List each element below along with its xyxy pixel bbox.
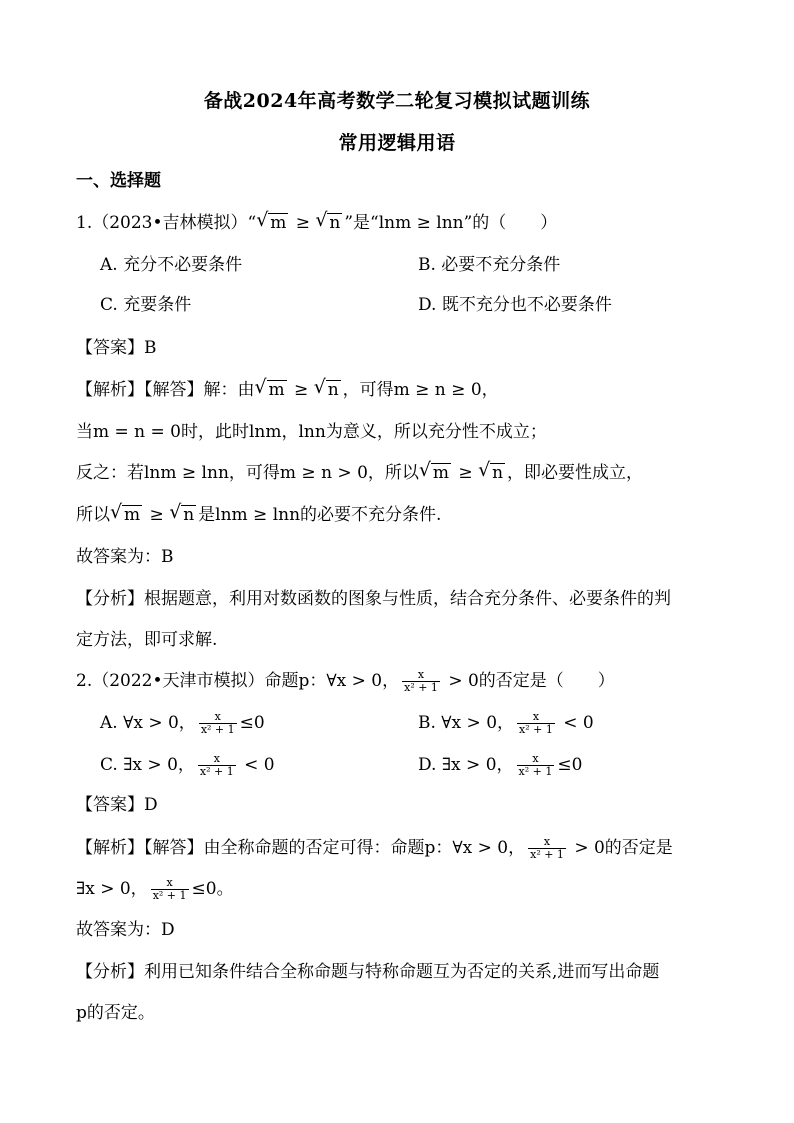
q2-option-d: D. ∃x > 0， $\frac{x}{\text{x² + 1}}$ ≤0 — [418, 752, 583, 778]
q2-option-b: B. ∀x > 0， $\frac{x}{\text{x² + 1}}$ < 0 — [418, 710, 594, 736]
q2-fenxi-line2: p的否定。 — [76, 1003, 155, 1023]
q1-option-c: C. 充要条件 — [100, 295, 192, 315]
q1-analysis-line1: 【解析】【解答】解：由√ m ≥ √ n ，可得m ≥ n ≥ 0， — [76, 379, 499, 401]
page-title: 备战2024年高考数学二轮复习模拟试题训练 — [203, 90, 591, 112]
sqrt-m: √ m — [258, 212, 288, 234]
q1-fenxi-line2: 定方法，即可求解. — [76, 630, 218, 650]
q1-analysis-line2: 当m = n = 0时，此时lnm，lnn为意义，所以充分性不成立； — [76, 422, 547, 442]
q1-fenxi-line1: 【分析】根据题意，利用对数函数的图象与性质，结合充分条件、必要条件的判 — [76, 589, 671, 609]
q2-option-c: C. ∃x > 0， $\frac{x}{\text{x² + 1}}$ < 0 — [100, 752, 275, 778]
q2-stem: 2.（2022•天津市模拟）命题p：∀x > 0， $\frac{x}{\text{x² + 1}}$ > 0的否定是（ ） — [76, 668, 615, 694]
page-subtitle: 常用逻辑用语 — [338, 132, 456, 154]
q1-option-b: B. 必要不充分条件 — [418, 255, 561, 275]
q2-analysis-line2: ∃x > 0， $\frac{x}{\text{x² + 1}}$ ≤0。 — [76, 876, 234, 902]
section-heading: 一、选择题 — [76, 171, 161, 191]
fraction: $\frac{x}{\text{x² + 1}}$ — [404, 668, 438, 694]
q2-answer: 【答案】D — [76, 795, 158, 815]
q1-conclusion: 故答案为：B — [76, 547, 174, 567]
q1-option-d: D. 既不充分也不必要条件 — [418, 295, 612, 315]
q1-option-a: A. 充分不必要条件 — [100, 255, 243, 275]
sqrt-n: √ n — [317, 212, 342, 234]
q2-option-a: A. ∀x > 0， $\frac{x}{\text{x² + 1}}$ ≤0 — [100, 710, 265, 736]
q1-stem: 1.（2023•吉林模拟）“√ m ≥ √ n ”是“lnm ≥ lnn”的（ ） — [76, 212, 557, 234]
q2-fenxi-line1: 【分析】利用已知条件结合全称命题与特称命题互为否定的关系,进而写出命题 — [76, 962, 660, 982]
q1-answer: 【答案】B — [76, 338, 157, 358]
q2-analysis-line1: 【解析】【解答】由全称命题的否定可得：命题p：∀x > 0， $\frac{x}{\text{x² + 1}}$ > 0的否定是 — [76, 835, 673, 861]
q2-conclusion: 故答案为：D — [76, 920, 175, 940]
q1-analysis-line4: 所以√ m ≥ √ n 是lnm ≥ lnn的必要不充分条件. — [76, 504, 441, 526]
q1-analysis-line3: 反之：若lnm ≥ lnn，可得m ≥ n > 0，所以√ m ≥ √ n ，即必要性成立， — [76, 462, 643, 484]
